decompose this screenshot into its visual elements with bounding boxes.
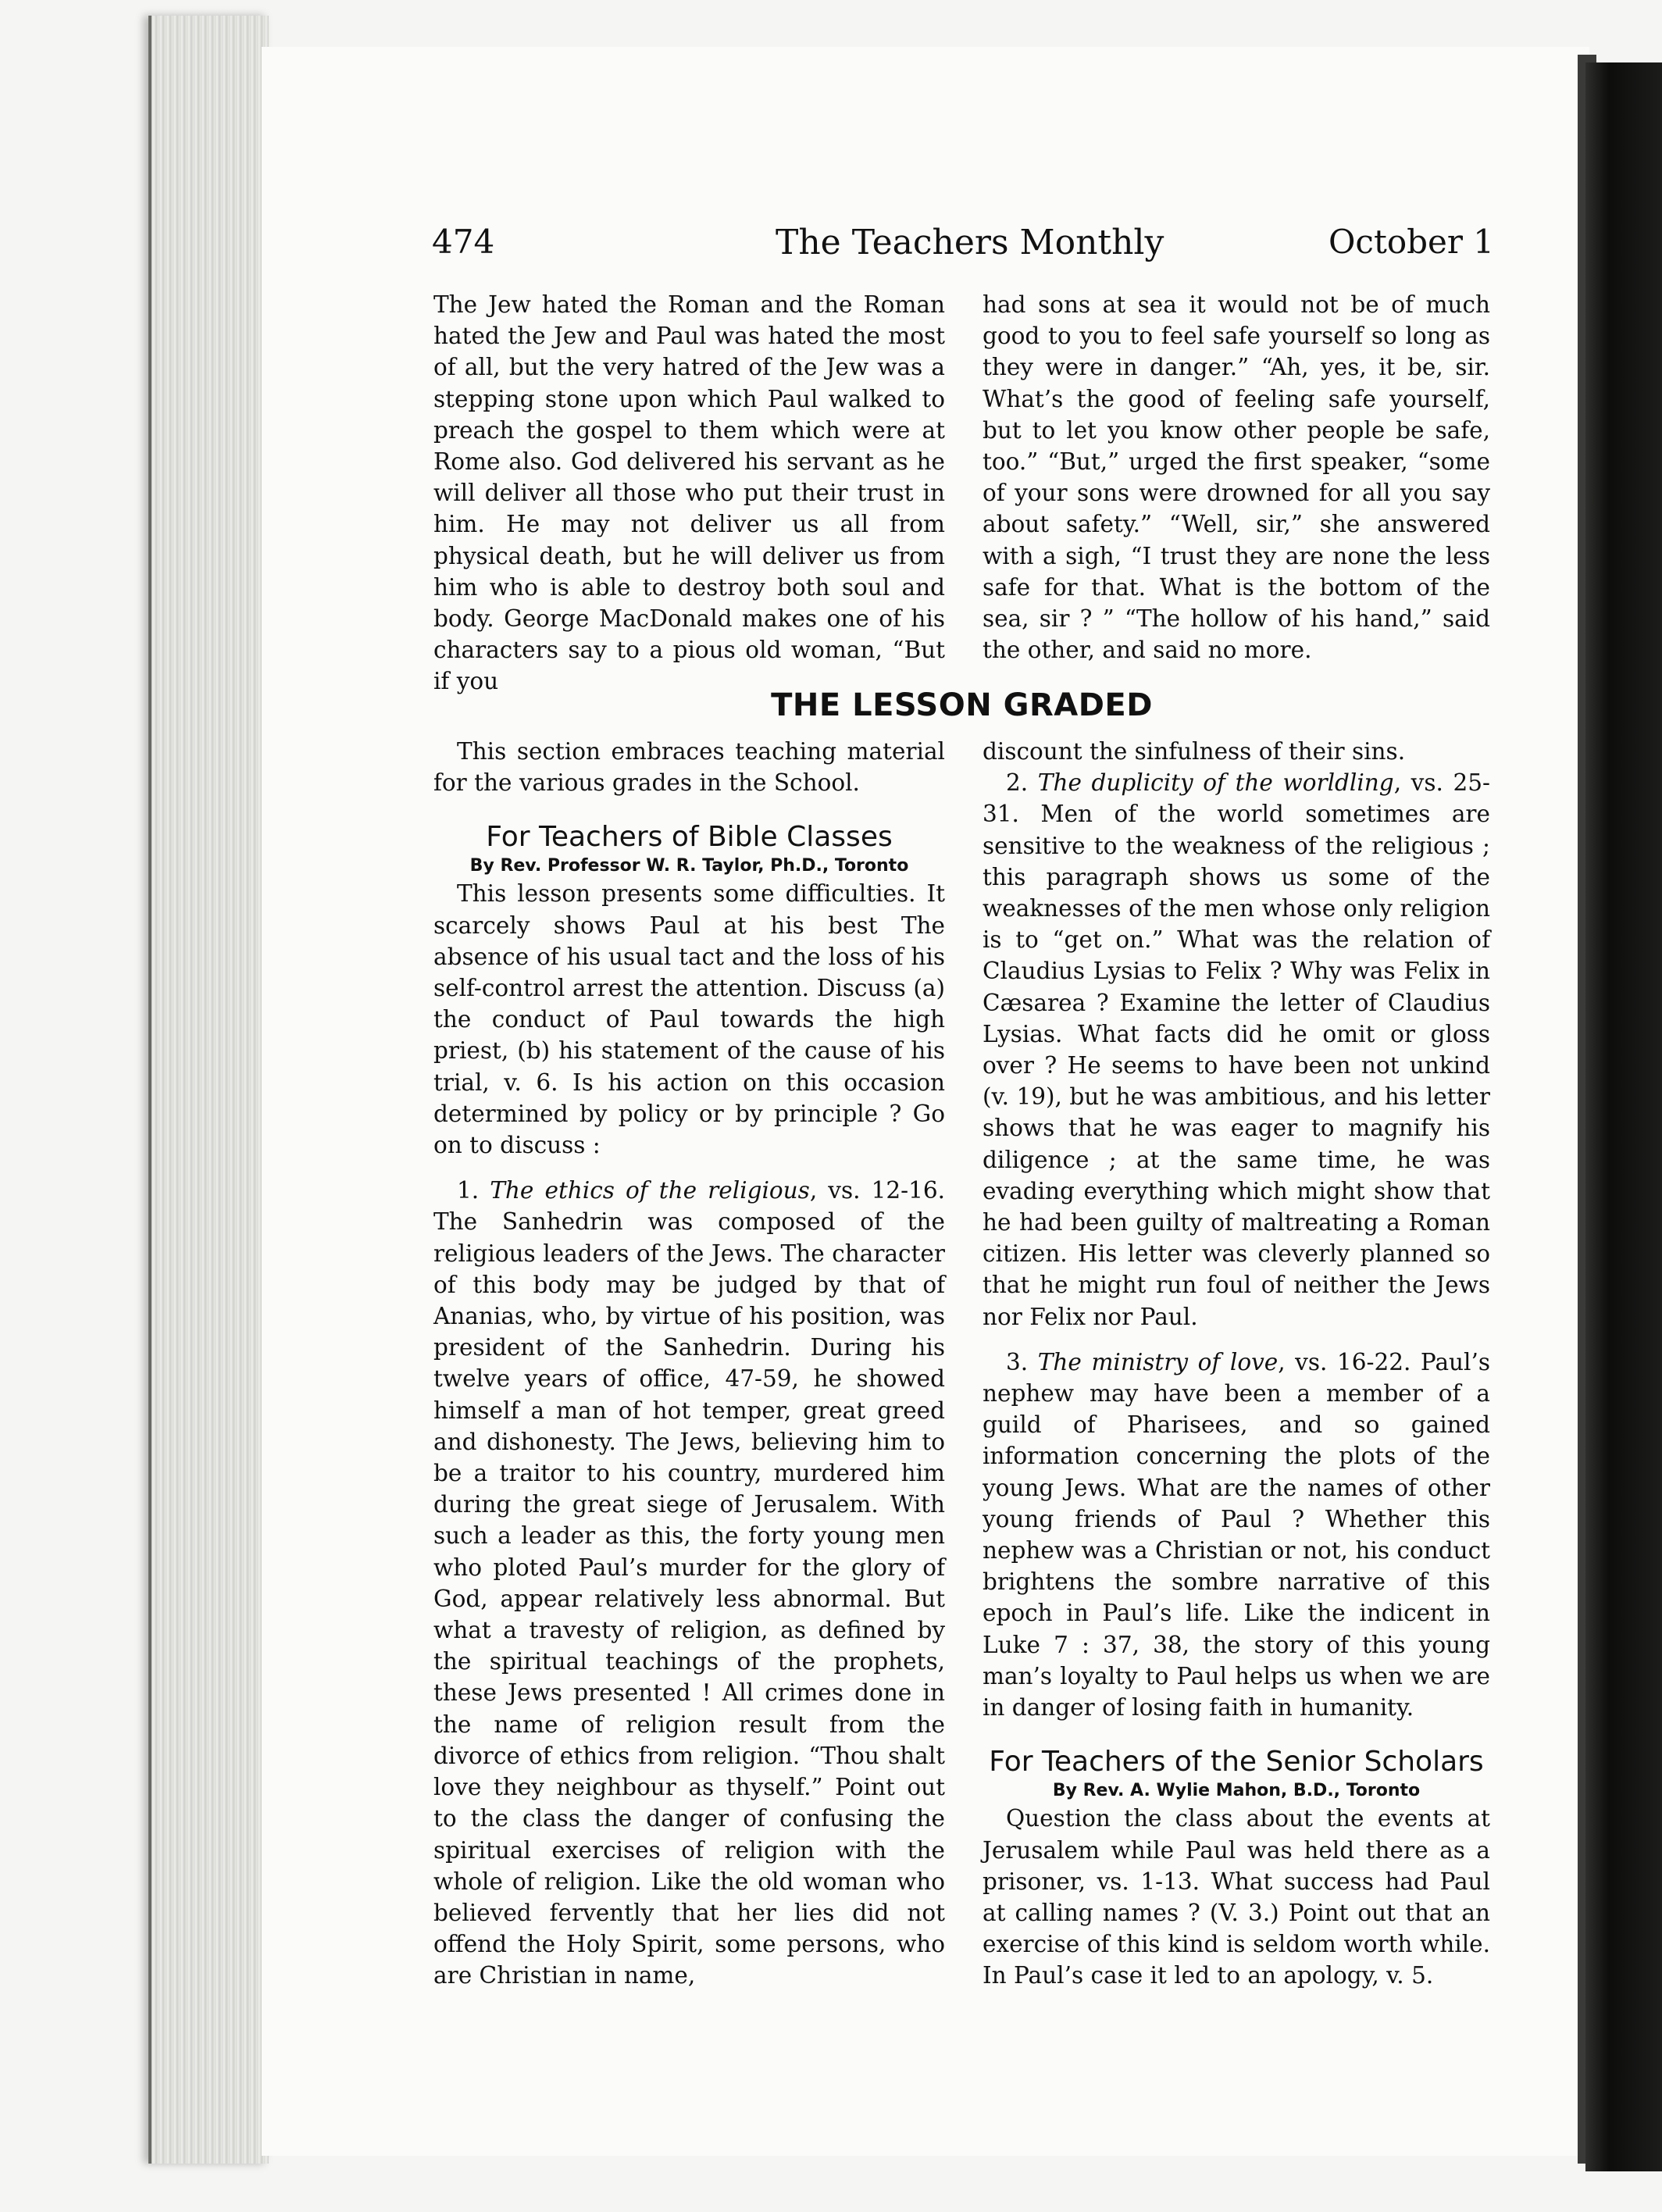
top-left-paragraph: The Jew hated the Roman and the Roman hated the Jew and Paul was hated the most of all, but the very hatred of the Jew was a stepping stone upon which Paul walked to preach the gospel to them which were at Rome also. God delivered his servant as he will deliver all those who put their trust in him. He may not deliver us all from physical death, but he will deliver us from him who is able to destroy both soul and body. George MacDonald makes one of his characters say to a pious old woman, “But if you: [433, 291, 945, 695]
bible-classes-intro: This lesson presents some difficulties. It scarcely shows Paul at his best The absence of his usual tact and the loss of his self-control arrest the attention. Discuss (a) the conduct of Paul towards the high priest, (b) his statement of the cause of his trial, v. 6. Is his action on this occasion determined by policy or by principle ? Go on to discuss :: [433, 880, 945, 1159]
page-number: 474: [432, 223, 495, 261]
point-1-title: The ethics of the religious: [490, 1177, 810, 1204]
point-2-text: , vs. 25-31. Men of the world sometimes are sensitive to the weakness of the religious ; this paragraph shows us some of the weaknesses of the men whose only religion is to “get on.” What was the relation of Claudius Lysias to Felix ? Why was Felix in Cæsarea ? Examine the letter of Claudius Lysias. What facts did he omit or gloss over ? He seems to have been not unkind (v. 19), but he was ambitious, and his letter shows that he was eager to magnify his diligence ; at the same time, he was evading everything which might show that he had been guilty of maltreating a Roman citizen. His letter was cleverly planned so that he might run foul of neither the Jews nor Felix nor Paul.: [983, 769, 1490, 1330]
section-title: THE LESSON GRADED: [771, 687, 1153, 723]
point-2-title: The duplicity of the worldling: [1037, 769, 1394, 797]
bible-classes-byline: By Rev. Professor W. R. Taylor, Ph.D., Toronto: [469, 856, 909, 876]
running-head: [432, 223, 1494, 269]
senior-scholars-paragraph: Question the class about the events at Jerusalem while Paul was held there as a prisoner, vs. 1-13. What success had Paul at calling names ? (V. 3.) Point out that an exercise of this kind is seldom worth while. In Paul’s case it led to an apology, v. 5.: [983, 1805, 1490, 1989]
left-column: [433, 736, 945, 1992]
continued-text: discount the sinfulness of their sins.: [983, 738, 1406, 765]
point-1-text: , vs. 12-16. The Sanhedrin was composed of the religious leaders of the Jews. The character of this body may be judged by that of Ananias, who, by virtue of his position, was president of the Sanhedrin. During his twelve years of office, 47-59, he showed himself a man of hot temper, great greed and dishonesty. The Jews, believing him to be a traitor to his country, murdered him during the great siege of Jerusalem. With such a leader as this, the forty young men who ploted Paul’s murder for the glory of God, appear relatively less abnormal. But what a travesty of religion, as defined by the spiritual teachings of the prophets, these Jews presented ! All crimes done in the name of religion result from the divorce of ethics from religion. “Thou shalt love they neighbour as thyself.” Point out to the class the danger of confusing the spiritual exercises of religion with the whole of religion. Like the old woman who believed fervently that her lies did not offend the Holy Spirit, some persons, who are Christian in name,: [433, 1177, 945, 1989]
journal-title: The Teachers Monthly: [776, 223, 1164, 262]
top-right-column: [983, 289, 1490, 665]
issue-date: October 1: [1328, 223, 1494, 261]
facing-page-shadow: [1585, 62, 1662, 2171]
point-3-number: 3.: [1006, 1348, 1038, 1375]
top-left-column: [433, 289, 945, 697]
senior-scholars-byline: By Rev. A. Wylie Mahon, B.D., Toronto: [1052, 1781, 1421, 1801]
page-edges: [148, 16, 269, 2164]
point-3: [983, 1347, 1490, 1723]
point-1: [433, 1175, 945, 1991]
point-3-text: , vs. 16-22. Paul’s nephew may have been a member of a guild of Pharisees, and so gained information concerning the plots of the young Jews. What are the names of other young friends of Paul ? Whether this nephew was a Christian or not, his conduct brightens the sombre narrative of this epoch in Paul’s life. Like the indicent in Luke 7 : 37, 38, the story of this young man’s loyalty to Paul helps us when we are in danger of losing faith in humanity.: [983, 1348, 1490, 1721]
point-2: [983, 767, 1490, 1333]
top-right-paragraph: had sons at sea it would not be of much good to you to feel safe yourself so long as they were in danger.” “Ah, yes, it be, sir. What’s the good of feeling safe yourself, but to let you know other people be safe, too.” “But,” urged the first speaker, “some of your sons were drowned for all you say about safety.” “Well, sir,” she answered with a sigh, “I trust they are none the less safe for that. What is the bottom of the sea, sir ? ” “The hollow of his hand,” said the other, and said no more.: [983, 291, 1490, 664]
point-3-title: The ministry of love: [1037, 1348, 1279, 1375]
point-2-number: 2.: [1006, 769, 1038, 797]
senior-scholars-heading: For Teachers of the Senior Scholars: [989, 1746, 1484, 1779]
right-column: [983, 736, 1490, 1992]
point-1-number: 1.: [457, 1177, 490, 1204]
lesson-intro: This section embraces teaching material for the various grades in the School.: [433, 738, 945, 797]
bible-classes-heading: For Teachers of Bible Classes: [486, 821, 893, 854]
